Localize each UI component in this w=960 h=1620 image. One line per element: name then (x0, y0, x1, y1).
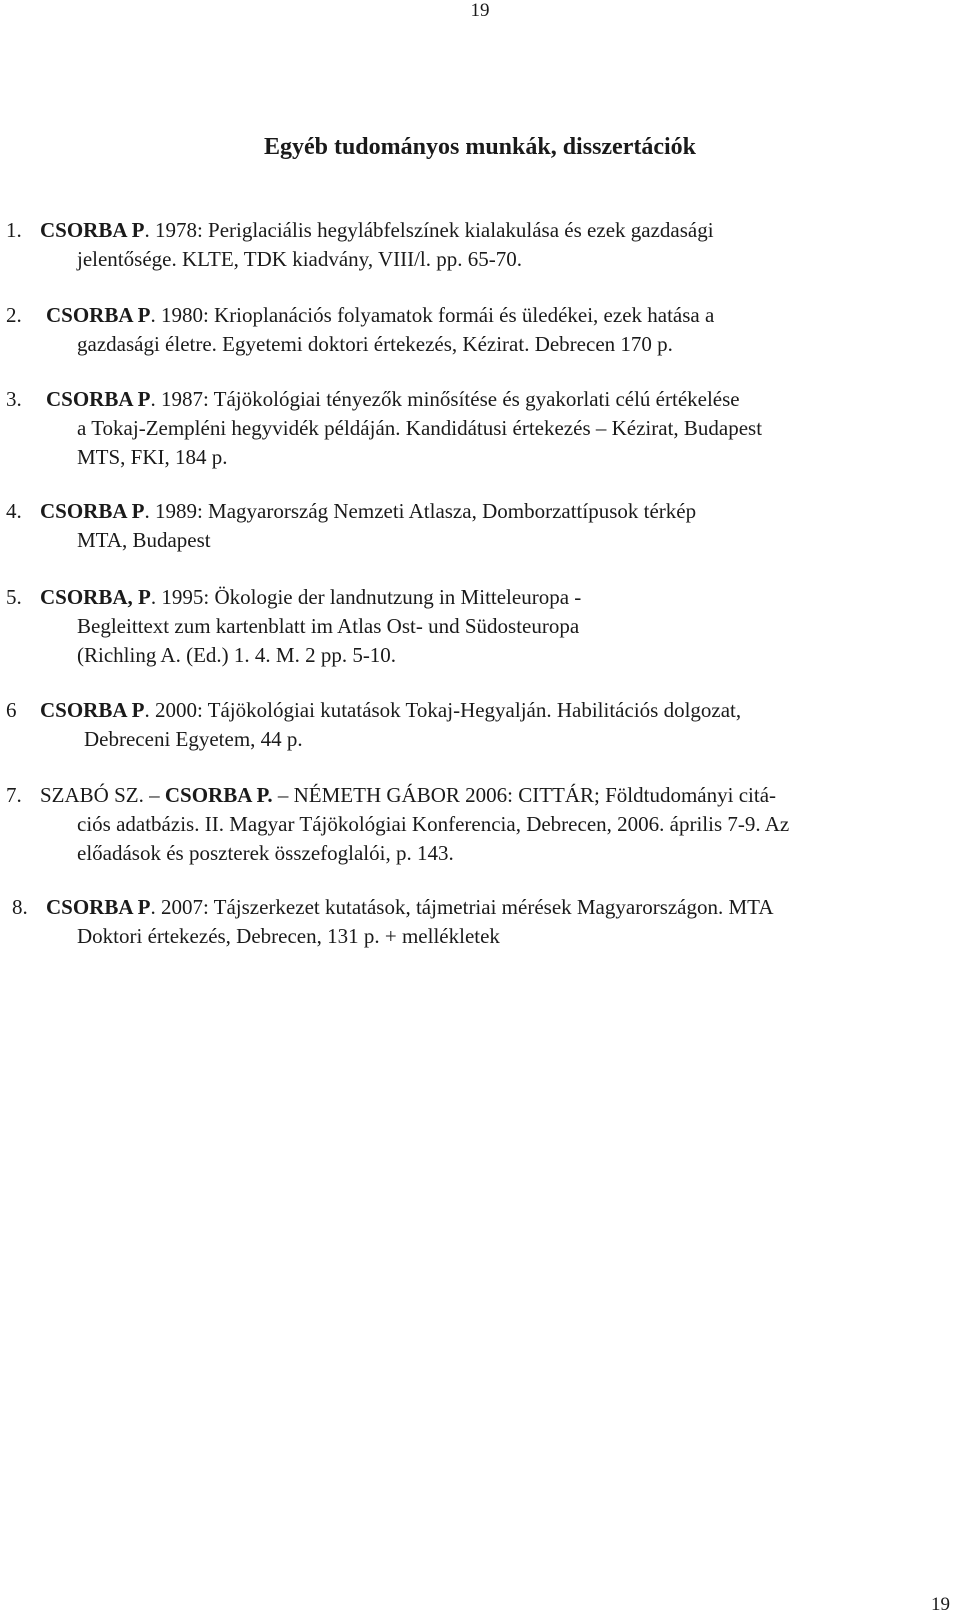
list-item-line: jelentősége. KLTE, TDK kiadvány, VIII/l. pp. 65-70. (77, 247, 522, 271)
list-item-line (46, 301, 714, 330)
citation-text: . 2007: Tájszerkezet kutatások, tájmetriai mérések Magyarországon. MTA (150, 895, 774, 919)
section-heading: Egyéb tudományos munkák, disszertációk (263, 134, 697, 160)
list-item-line (40, 216, 714, 245)
coauthor-prefix: SZABÓ SZ. – (40, 783, 165, 807)
author-name: CSORBA P (40, 499, 145, 523)
page-number-top: 19 (470, 0, 490, 21)
list-item-line: ciós adatbázis. II. Magyar Tájökológiai Konferencia, Debrecen, 2006. április 7-9. Az (77, 812, 790, 836)
list-item-line (46, 385, 740, 414)
list-item-line (40, 497, 696, 526)
citation-text: . 1987: Tájökológiai tényezők minősítése és gyakorlati célú értékelése (150, 387, 740, 411)
author-name: CSORBA P. (164, 783, 273, 807)
author-name: CSORBA P (40, 218, 145, 242)
list-item-number: 8. (12, 895, 28, 919)
list-item-line: (Richling A. (Ed.) 1. 4. M. 2 pp. 5-10. (77, 643, 397, 667)
citation-text: . 2000: Tájökológiai kutatások Tokaj-Hegyalján. Habilitációs dolgozat, (144, 698, 742, 722)
citation-text: . 1989: Magyarország Nemzeti Atlasza, Domborzattípusok térkép (144, 499, 697, 523)
list-item-line: Doktori értekezés, Debrecen, 131 p. + mellékletek (77, 924, 500, 948)
author-name: CSORBA, P (40, 585, 151, 609)
list-item-line (40, 781, 776, 810)
list-item-line (40, 583, 581, 612)
author-name: CSORBA P (46, 303, 151, 327)
list-item-line: gazdasági életre. Egyetemi doktori értekezés, Kézirat. Debrecen 170 p. (77, 332, 673, 356)
list-item-line: előadások és poszterek összefoglalói, p. 143. (77, 841, 454, 865)
list-item-number: 7. (6, 783, 22, 807)
list-item-line: MTA, Budapest (77, 528, 211, 552)
list-item-number: 5. (6, 585, 22, 609)
citation-text: . 1980: Krioplanációs folyamatok formái és üledékei, ezek hatása a (150, 303, 715, 327)
list-item-number: 4. (6, 499, 22, 523)
list-item-number: 2. (6, 303, 22, 327)
list-item-line: MTS, FKI, 184 p. (77, 445, 228, 469)
list-item-number: 1. (6, 218, 22, 242)
list-item-number: 6 (6, 698, 17, 722)
list-item-line (46, 893, 774, 922)
author-name: CSORBA P (46, 895, 151, 919)
citation-text: . 1978: Periglaciális hegylábfelszínek kialakulása és ezek gazdasági (144, 218, 714, 242)
author-name: CSORBA P (46, 387, 151, 411)
citation-text: – NÉMETH GÁBOR 2006: CITTÁR; Földtudományi citá- (272, 783, 777, 807)
list-item-line (40, 696, 741, 725)
list-item-number: 3. (6, 387, 22, 411)
list-item-line: Begleittext zum kartenblatt im Atlas Ost- und Südosteuropa (77, 614, 580, 638)
list-item-line: a Tokaj-Zempléni hegyvidék példáján. Kandidátusi értekezés – Kézirat, Budapest (77, 416, 763, 440)
page-number-bottom: 19 (931, 1594, 950, 1615)
citation-text: . 1995: Ökologie der landnutzung in Mitteleuropa - (150, 585, 582, 609)
list-item-line: Debreceni Egyetem, 44 p. (84, 727, 303, 751)
author-name: CSORBA P (40, 698, 145, 722)
